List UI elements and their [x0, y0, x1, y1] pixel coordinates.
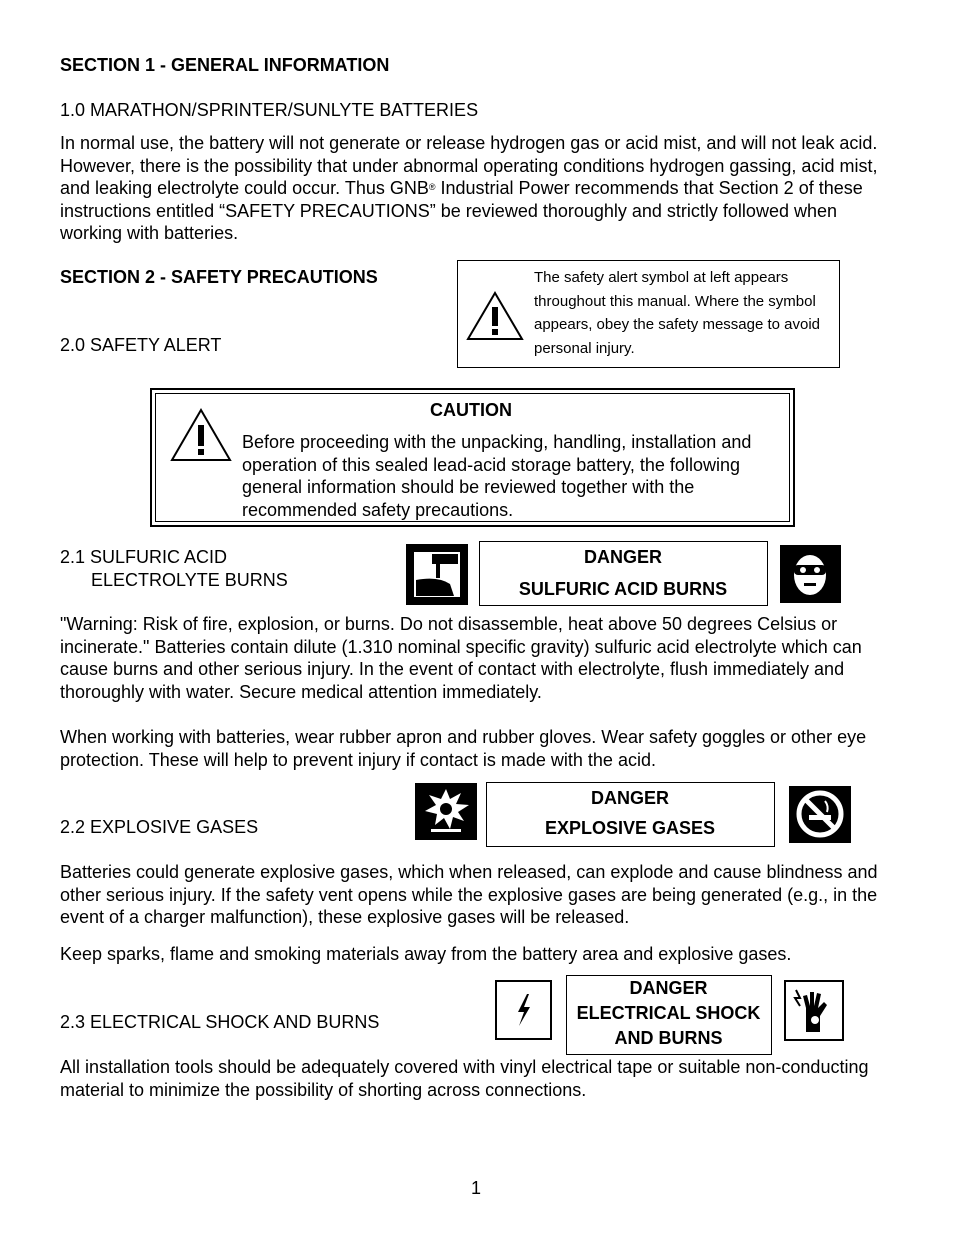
gases-danger-text: EXPLOSIVE GASES	[544, 818, 716, 838]
page-number: 1	[471, 1178, 482, 1198]
gases-paragraph-2: Keep sparks, flame and smoking materials away from the battery area and explosive gases.	[60, 944, 792, 964]
acid-paragraph-1: "Warning: Risk of fire, explosion, or burns. Do not disassemble, heat above 50 degrees Celsius or incinerate." Batteries contain dilute (1.310 nominal specific gravity) sulfuric acid electrolyte which can cause burns and other serious injury. In the event of contact with electrolyte, flush immediately and thoroughly with water. Secure medical attention immediately.	[60, 614, 862, 702]
caution-text: Before proceeding with the unpacking, handling, installation and operation of this sealed lead-acid storage battery, the following general information should be reviewed together with the recommended safety precautions.	[242, 432, 752, 520]
section1-heading: SECTION 1 - GENERAL INFORMATION	[60, 55, 390, 75]
shock-danger-box	[566, 975, 772, 1055]
high-voltage-icon	[495, 980, 552, 1040]
shocked-hand-icon	[784, 980, 844, 1041]
registered-mark: ®	[428, 182, 436, 192]
shock-danger-line2: ELECTRICAL SHOCK	[576, 1003, 761, 1023]
caution-title: CAUTION	[430, 400, 512, 420]
section1-paragraph-part2: Industrial Power recommends that Section 2 of these instructions entitled “SAFETY PRECAUTIONS” be reviewed thoroughly and strictly followed when working with batteries.	[60, 178, 863, 243]
shock-paragraph-1: All installation tools should be adequately covered with vinyl electrical tape or suitable non-conducting material to minimize the possibility of shorting across connections.	[60, 1057, 869, 1100]
gases-danger-box	[486, 782, 775, 847]
gases-paragraph-1: Batteries could generate explosive gases, which when released, can explode and cause blindness and other serious injury. If the safety vent opens while the explosive gases are being generated (e.g., in the event of a charger malfunction), these explosive gases will be released.	[60, 862, 878, 927]
safety-alert-heading: 2.0 SAFETY ALERT	[60, 335, 222, 355]
gases-heading: 2.2 EXPLOSIVE GASES	[60, 817, 259, 837]
acid-danger-text: SULFURIC ACID BURNS	[518, 579, 728, 599]
acid-danger-box	[479, 541, 768, 606]
section2-heading: SECTION 2 - SAFETY PRECAUTIONS	[60, 267, 378, 287]
caution-box-inner	[155, 393, 790, 522]
gases-danger-title: DANGER	[590, 788, 669, 808]
explosion-icon	[415, 783, 477, 840]
safety-alert-triangle-icon	[466, 291, 524, 341]
acid-heading-line1: 2.1 SULFURIC ACID	[60, 547, 228, 567]
section1-paragraph	[60, 132, 890, 245]
acid-heading-line2: ELECTROLYTE BURNS	[91, 570, 288, 590]
section1-subheading: 1.0 MARATHON/SPRINTER/SUNLYTE BATTERIES	[60, 100, 479, 120]
shock-heading: 2.3 ELECTRICAL SHOCK AND BURNS	[60, 1012, 380, 1032]
acid-danger-title: DANGER	[583, 547, 662, 567]
safety-alert-box-text: The safety alert symbol at left appears throughout this manual. Where the symbol appears, obey the safety message to avoid personal injury.	[534, 269, 821, 357]
shock-danger-title: DANGER	[629, 978, 708, 998]
caution-box-outer	[150, 388, 795, 527]
acid-pour-icon	[406, 544, 468, 605]
goggles-face-icon	[780, 545, 841, 603]
no-smoking-icon	[789, 786, 851, 843]
acid-paragraph-2: When working with batteries, wear rubber apron and rubber gloves. Wear safety goggles or other eye protection. These will help to prevent injury if contact is made with the acid.	[60, 727, 867, 770]
safety-alert-box	[457, 260, 840, 368]
caution-triangle-icon	[170, 408, 232, 462]
shock-danger-line3: AND BURNS	[614, 1028, 723, 1048]
section1-paragraph-part1: In normal use, the battery will not generate or release hydrogen gas or acid mist, and will not leak acid. However, there is the possibility that under abnormal operating conditions hydrogen gassing, acid mist, and leaking electrolyte could occur. Thus GNB	[60, 133, 878, 198]
